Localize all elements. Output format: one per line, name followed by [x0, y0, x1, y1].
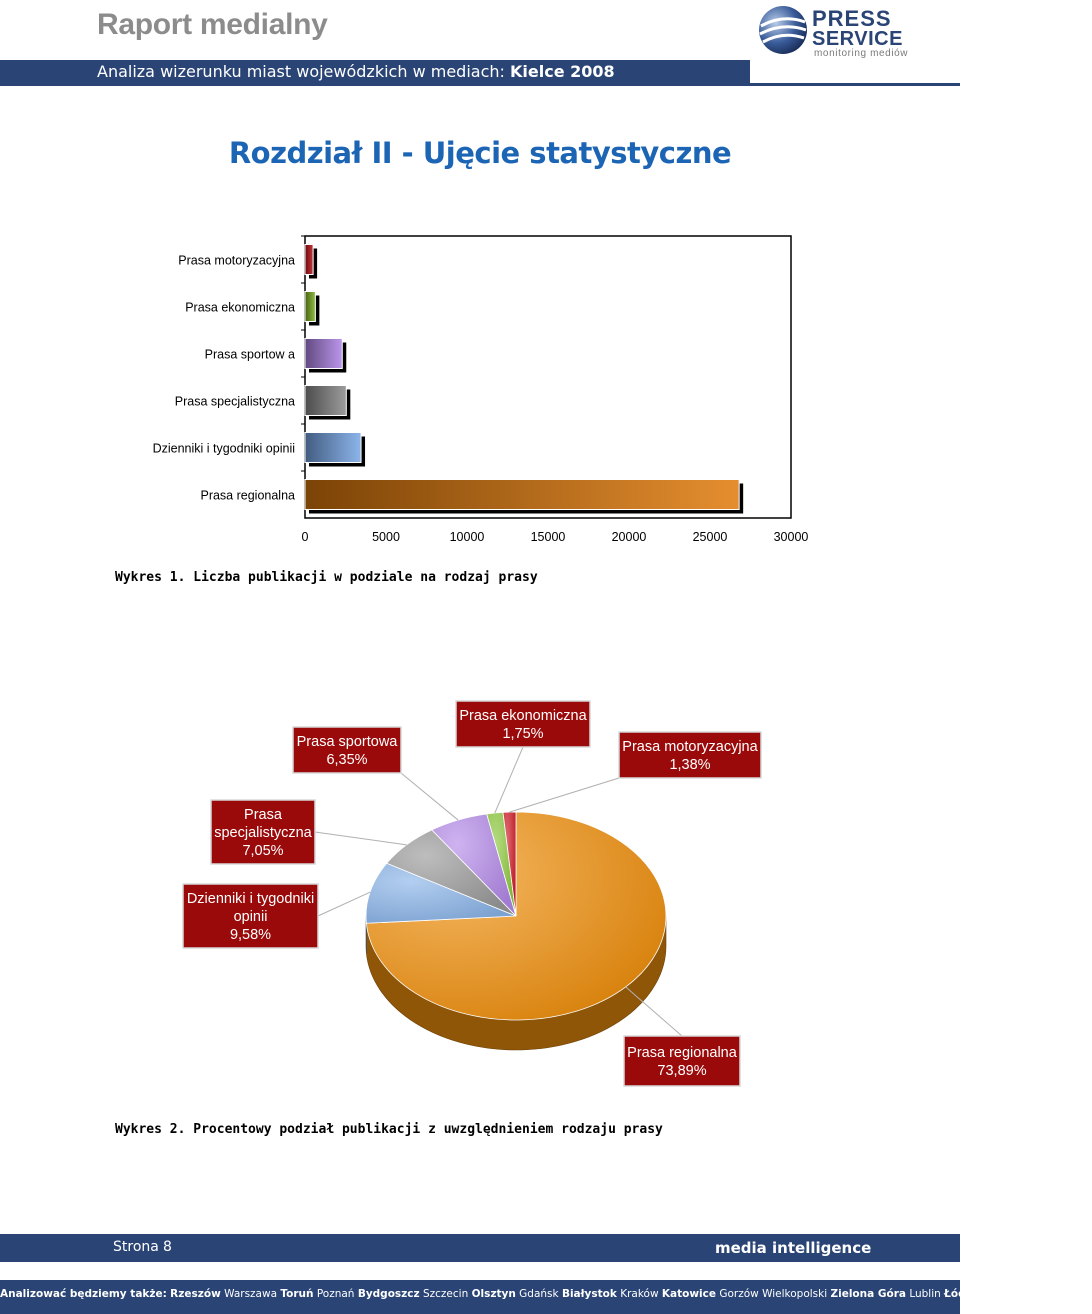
bar-label-4: Dzienniki i tygodniki opinii	[152, 441, 295, 456]
city-14: Łódź	[944, 1288, 972, 1300]
city-5: Szczecin	[422, 1288, 469, 1300]
city-16: Opole	[1022, 1288, 1058, 1300]
bar-0	[305, 245, 313, 275]
x-tick-label-3: 15000	[530, 530, 566, 544]
bar-label-0: Prasa motoryzacyjna	[178, 253, 295, 268]
press-service-logo	[758, 4, 948, 60]
footer-tagline: media intelligence	[715, 1239, 872, 1257]
x-tick-label-6: 30000	[773, 530, 809, 544]
cities-intro: Analizować będziemy także:	[0, 1288, 167, 1300]
bar-label-1: Prasa ekonomiczna	[185, 300, 295, 315]
city-4: Bydgoszcz	[357, 1288, 420, 1300]
pie-label-name-1-1: opinii	[233, 909, 268, 925]
x-tick-label-2: 10000	[449, 530, 485, 544]
logo-line-3: monitoring mediów	[814, 48, 909, 59]
city-3: Poznań	[316, 1288, 355, 1300]
pie-label-value-0: 73,89%	[657, 1063, 707, 1079]
pie-label-name-0-0: Prasa regionalna	[627, 1045, 737, 1061]
page-label: Strona	[113, 1239, 159, 1255]
city-13: Lublin	[909, 1288, 941, 1300]
city-0: Rzeszów	[170, 1288, 221, 1300]
report-title: Raport medialny	[97, 8, 328, 41]
city-12: Zielona Góra	[830, 1288, 906, 1300]
pie-label-value-1: 9,58%	[229, 927, 272, 943]
pie-leader-1	[318, 892, 370, 916]
header-subtitle-prefix: Analiza wizerunku miast wojewódzkich w mediach:	[97, 62, 505, 81]
pie-leader-2	[315, 832, 407, 845]
pie-leader-5	[509, 778, 619, 812]
city-6: Olsztyn	[471, 1288, 516, 1300]
globe-icon	[759, 6, 807, 54]
city-15: Wrocław	[975, 1288, 1020, 1300]
bar-label-3: Prasa specjalistyczna	[174, 394, 295, 409]
header-subtitle	[97, 62, 615, 81]
bar-label-2: Prasa sportow a	[204, 347, 295, 362]
pie-label-name-2-1: specjalistyczna	[214, 825, 312, 841]
bar-5	[305, 480, 739, 510]
pie-label-name-3-0: Prasa sportowa	[296, 734, 398, 750]
page-number: 8	[163, 1239, 172, 1255]
chapter-title: Rozdział II - Ujęcie statystyczne	[228, 136, 732, 170]
pie-label-value-2: 7,05%	[242, 843, 284, 859]
city-7: Gdańsk	[519, 1288, 559, 1300]
pie-label-name-5-0: Prasa motoryzacyjna	[622, 739, 758, 755]
x-tick-label-5: 25000	[692, 530, 728, 544]
header-subtitle-city: Kielce 2008	[510, 62, 615, 81]
logo-line-2: SERVICE	[812, 28, 903, 50]
bar-label-5: Prasa regionalna	[200, 488, 295, 503]
pie-chart-caption: Wykres 2. Procentowy podział publikacji z uwzględnieniem rodzaju prasy	[115, 1122, 663, 1137]
bar-3	[305, 386, 346, 416]
pie-leader-4	[495, 747, 523, 813]
bar-4	[305, 433, 361, 463]
pie-label-name-2-0: Prasa	[244, 807, 282, 823]
pie-leader-0	[626, 987, 682, 1036]
logo-line-1: PRESS	[812, 6, 892, 31]
header-band-line	[750, 83, 960, 86]
x-tick-label-4: 20000	[611, 530, 647, 544]
x-tick-label-0: 0	[301, 530, 309, 544]
bar-chart-caption: Wykres 1. Liczba publikacji w podziale na rodzaj prasy	[115, 570, 538, 585]
bar-chart	[0, 230, 960, 550]
pie-label-value-4: 1,75%	[502, 726, 544, 742]
pie-label-name-1-0: Dzienniki i tygodniki	[186, 891, 315, 907]
bar-plot-frame	[305, 236, 791, 518]
city-9: Kraków	[620, 1288, 659, 1300]
bar-1	[305, 292, 315, 322]
city-8: Białystok	[561, 1288, 617, 1300]
cities-list	[0, 1288, 1092, 1300]
x-tick-label-1: 5000	[372, 530, 400, 544]
city-11: Gorzów Wielkopolski	[719, 1288, 828, 1300]
pie-label-value-5: 1,38%	[669, 757, 711, 773]
city-10: Katowice	[661, 1288, 717, 1300]
pie-chart	[0, 690, 960, 1100]
city-2: Toruń	[280, 1288, 314, 1300]
pie-label-name-4-0: Prasa ekonomiczna	[459, 708, 587, 724]
city-17: Kielce	[1060, 1288, 1092, 1300]
city-1: Warszawa	[224, 1288, 278, 1300]
pie-label-value-3: 6,35%	[326, 752, 368, 768]
pie-leader-3	[401, 773, 458, 820]
bar-2	[305, 339, 342, 369]
